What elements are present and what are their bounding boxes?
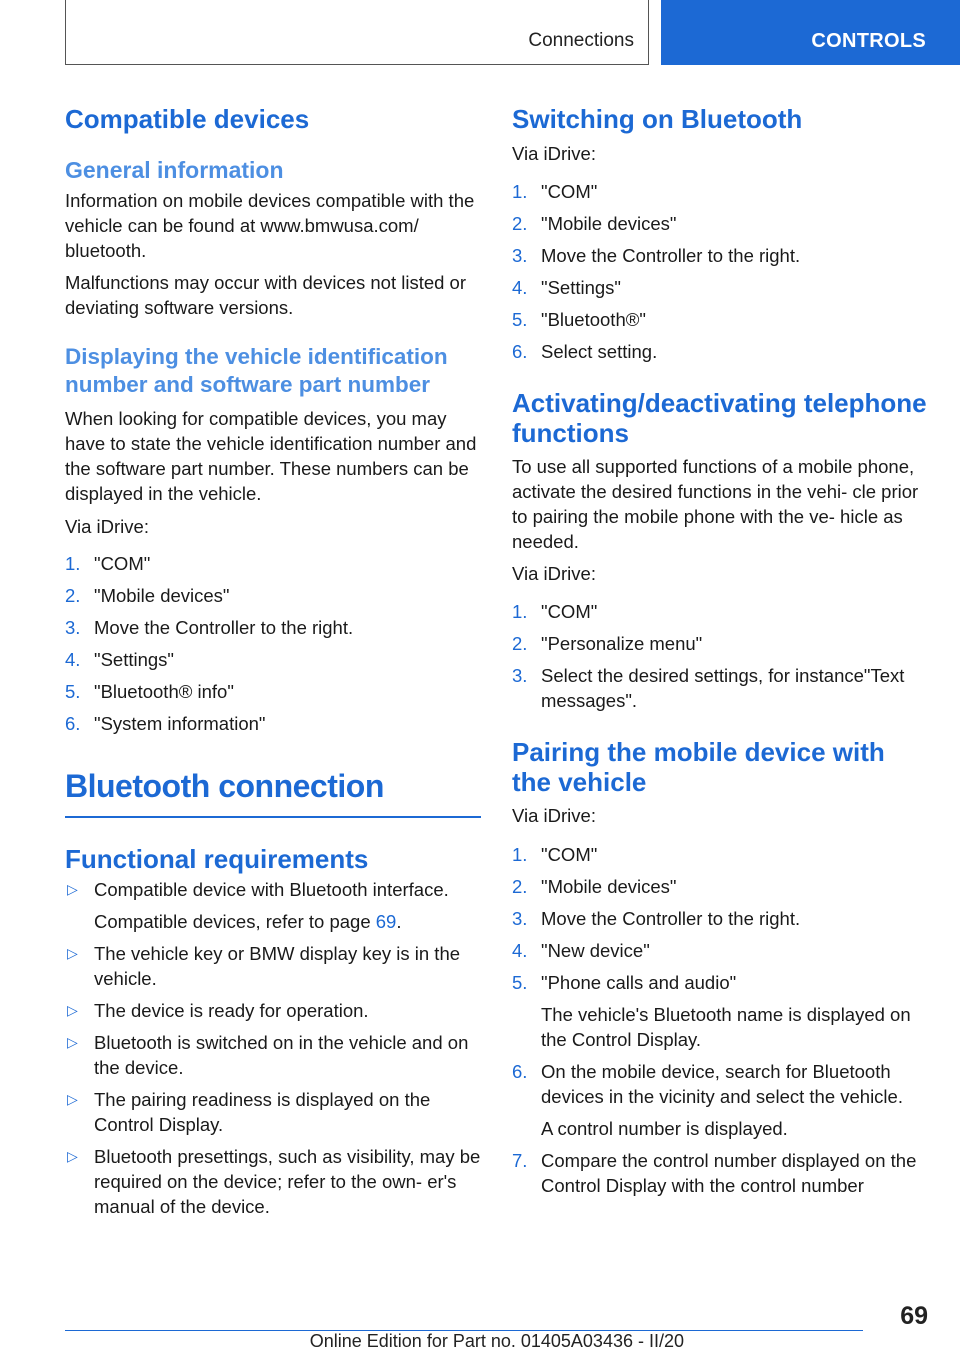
bluetooth-connection-heading: Bluetooth connection bbox=[65, 768, 384, 804]
list-item: 5. "Bluetooth® info" bbox=[65, 681, 234, 702]
triangle-bullet-icon: ▷ bbox=[67, 1090, 78, 1107]
list-item: ▷ The pairing readiness is displayed on the Control Display. bbox=[67, 1088, 431, 1135]
list-item: 1. "COM" bbox=[512, 601, 598, 622]
list-item: 4. "Settings" bbox=[512, 277, 621, 298]
triangle-bullet-icon: ▷ bbox=[67, 944, 78, 961]
page-number: 69 bbox=[900, 1302, 928, 1330]
list-item: 2. "Mobile devices" bbox=[512, 213, 677, 234]
list-item: 3. Move the Controller to the right. bbox=[65, 617, 354, 638]
list-item: ▷ The device is ready for operation. bbox=[67, 999, 369, 1021]
list-item: 2. "Personalize menu" bbox=[512, 633, 703, 654]
display-vin-heading: Displaying the vehicle identification number and software part number bbox=[65, 344, 448, 397]
list-item: 1. "COM" bbox=[512, 181, 598, 202]
list-item: 1. "COM" bbox=[512, 844, 598, 865]
list-item: ▷ Bluetooth is switched on in the vehicle and on the device. bbox=[67, 1031, 469, 1078]
switch-steps-list bbox=[512, 179, 928, 364]
header-section-label: Connections bbox=[528, 30, 634, 51]
list-item: 2. "Mobile devices" bbox=[65, 585, 230, 606]
list-item: 7. Compare the control number displayed on the Control Display with the control number bbox=[512, 1150, 917, 1196]
list-item: 6. "System information" bbox=[65, 713, 266, 734]
activate-paragraph: To use all supported functions of a mobile phone, activate the desired functions in the vehi- cle prior to pairing the mobile phone with the ve- hicle as needed. bbox=[512, 456, 919, 552]
header-tab-label: CONTROLS bbox=[811, 30, 926, 52]
list-item: ▷ The vehicle key or BMW display key is in the vehicle. bbox=[67, 942, 461, 989]
triangle-bullet-icon: ▷ bbox=[67, 1001, 78, 1018]
list-item: 3. Select the desired settings, for instance"Text messages". bbox=[512, 665, 905, 711]
activating-telephone-functions-heading: Activating/deactivating telephone functions bbox=[512, 388, 927, 448]
activate-steps-list bbox=[512, 599, 928, 713]
list-item: 4. "Settings" bbox=[65, 649, 174, 670]
triangle-bullet-icon: ▷ bbox=[67, 1147, 78, 1164]
pair-via-idrive: Via iDrive: bbox=[512, 805, 596, 826]
list-item: 3. Move the Controller to the right. bbox=[512, 245, 801, 266]
display-steps-list bbox=[65, 551, 481, 736]
display-via-idrive: Via iDrive: bbox=[65, 516, 149, 537]
switching-on-bluetooth-heading: Switching on Bluetooth bbox=[512, 104, 803, 134]
step-note: A control number is displayed. bbox=[541, 1118, 788, 1139]
requirement-sub: Compatible devices, refer to page 69. bbox=[94, 910, 402, 932]
header-section-box bbox=[65, 0, 649, 65]
pair-steps-list bbox=[512, 842, 928, 1198]
general-information-heading: General information bbox=[65, 157, 284, 183]
list-item: ▷ Bluetooth presettings, such as visibility, may be required on the device; refer to the own- er's manual of the device. bbox=[67, 1145, 481, 1217]
requirements-list bbox=[65, 877, 481, 1219]
triangle-bullet-icon: ▷ bbox=[67, 1033, 78, 1050]
pairing-heading: Pairing the mobile device with the vehicle bbox=[512, 737, 885, 797]
list-item: 1. "COM" bbox=[65, 553, 151, 574]
general-paragraph-2: Malfunctions may occur with devices not listed or deviating software versions. bbox=[65, 272, 467, 318]
triangle-bullet-icon: ▷ bbox=[67, 880, 78, 897]
list-item: 3. Move the Controller to the right. bbox=[512, 908, 801, 929]
functional-requirements-heading: Functional requirements bbox=[65, 843, 369, 874]
header-controls-tab bbox=[661, 0, 960, 65]
list-item: 5. "Phone calls and audio" The vehicle's Bluetooth name is displayed on the Control Display. bbox=[512, 970, 928, 1052]
page-reference-link[interactable]: 69 bbox=[375, 910, 397, 932]
list-item: 5. "Bluetooth®" bbox=[512, 309, 646, 330]
general-paragraph-1: Information on mobile devices compatible with the vehicle can be found at www.bmwusa.com/ bluetooth. bbox=[65, 190, 475, 261]
display-paragraph: When looking for compatible devices, you may have to state the vehicle identification number and the software part number. These numbers can be displayed in the vehicle. bbox=[65, 408, 477, 504]
list-item: 6. On the mobile device, search for Bluetooth devices in the vicinity and select the vehicle. A control number is displayed. bbox=[512, 1059, 928, 1141]
list-item: ▷ Compatible device with Bluetooth interface. Compatible devices, refer to page 69. bbox=[65, 877, 481, 934]
section-rule bbox=[65, 816, 481, 818]
compatible-devices-heading: Compatible devices bbox=[65, 104, 310, 134]
list-item: 4. "New device" bbox=[512, 940, 650, 961]
left-column bbox=[65, 100, 481, 1219]
list-item: 2. "Mobile devices" bbox=[512, 876, 677, 897]
step-note: The vehicle's Bluetooth name is displayed on the Control Display. bbox=[541, 1004, 911, 1050]
footer-edition: Online Edition for Part no. 01405A03436 - II/20 bbox=[309, 1331, 684, 1351]
right-column bbox=[512, 100, 928, 1198]
switch-via-idrive: Via iDrive: bbox=[512, 143, 596, 164]
activate-via-idrive: Via iDrive: bbox=[512, 563, 596, 584]
list-item: 6. Select setting. bbox=[512, 341, 658, 362]
